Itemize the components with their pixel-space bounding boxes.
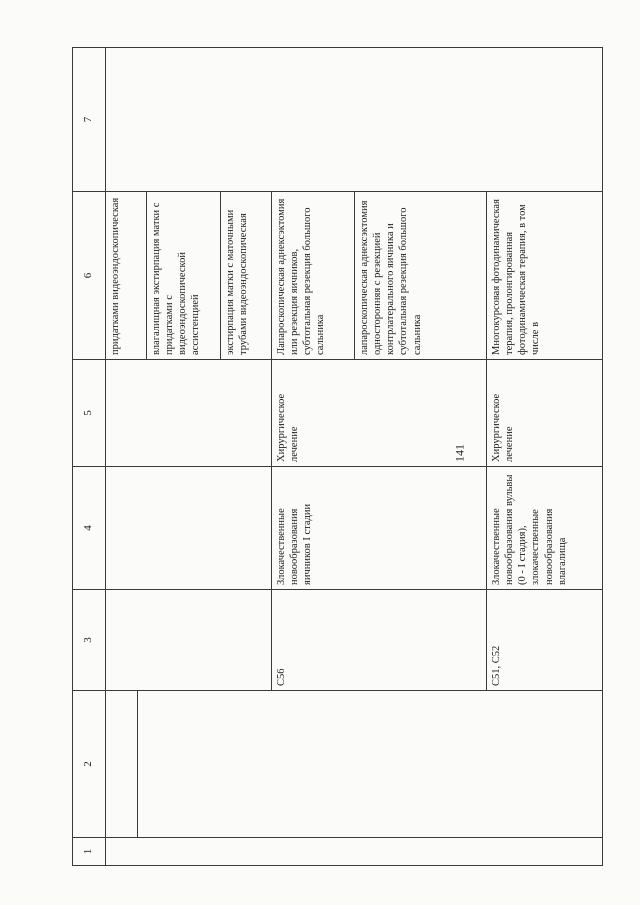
table-cell	[106, 691, 603, 838]
table-cell	[272, 590, 487, 691]
treatment-type: Хирургическое лечение	[276, 393, 301, 462]
diagnosis-code: C51, C52	[491, 645, 502, 686]
table-cell	[106, 192, 272, 360]
method-text: влагалищная экстирпация матки с придатками с видеоэндоскопической ассистенцией	[147, 192, 221, 359]
table-cell	[272, 192, 487, 360]
method-text: экстирпация матки с маточными трубами видеоэндоскопическая	[225, 209, 250, 355]
column-header: 5	[73, 360, 106, 467]
column-header: 4	[73, 467, 106, 590]
table-cell	[487, 467, 603, 590]
method-text: Многокурсовая фотодинамическая терапия, пролонгированная фотодинамическая терапия, в том числе в	[491, 199, 542, 355]
table-cell	[487, 360, 603, 467]
column-header: 1	[73, 838, 106, 866]
method-text: Лапароскопическая аднексэктомия или резекция яичников, субтотальная резекция большого сальника	[272, 192, 355, 359]
table-cell	[272, 360, 487, 467]
table-cell	[487, 590, 603, 691]
column-header: 2	[73, 691, 106, 838]
method-text: придатками видеоэндоскопическая	[106, 192, 147, 359]
diagnosis-text: Злокачественные новообразования вульвы (0 - I стадия), злокачественные новообразования влагалища	[491, 474, 568, 585]
table-cell	[106, 48, 603, 192]
document-table	[72, 47, 603, 866]
table-cell	[106, 467, 272, 590]
treatment-type: Хирургическое лечение	[491, 393, 516, 462]
diagnosis-code: C56	[276, 668, 287, 686]
method-text: лапароскопическая аднексэктомия односторонняя с резекцией контрлатерального яичника и субтотальная резекция большого сальника	[359, 200, 423, 355]
rotated-page	[72, 48, 600, 866]
table-row	[106, 48, 272, 866]
table-cell	[106, 360, 272, 467]
table-header-row	[73, 48, 106, 866]
table-cell	[272, 467, 487, 590]
column-header: 6	[73, 192, 106, 360]
table-cell	[487, 192, 603, 360]
page-number: 141	[452, 444, 467, 462]
diagnosis-text: Злокачественные новообразования яичников I стадии	[276, 503, 314, 585]
column-header: 7	[73, 48, 106, 192]
table-cell	[106, 838, 603, 866]
table-cell	[106, 590, 272, 691]
column-header: 3	[73, 590, 106, 691]
